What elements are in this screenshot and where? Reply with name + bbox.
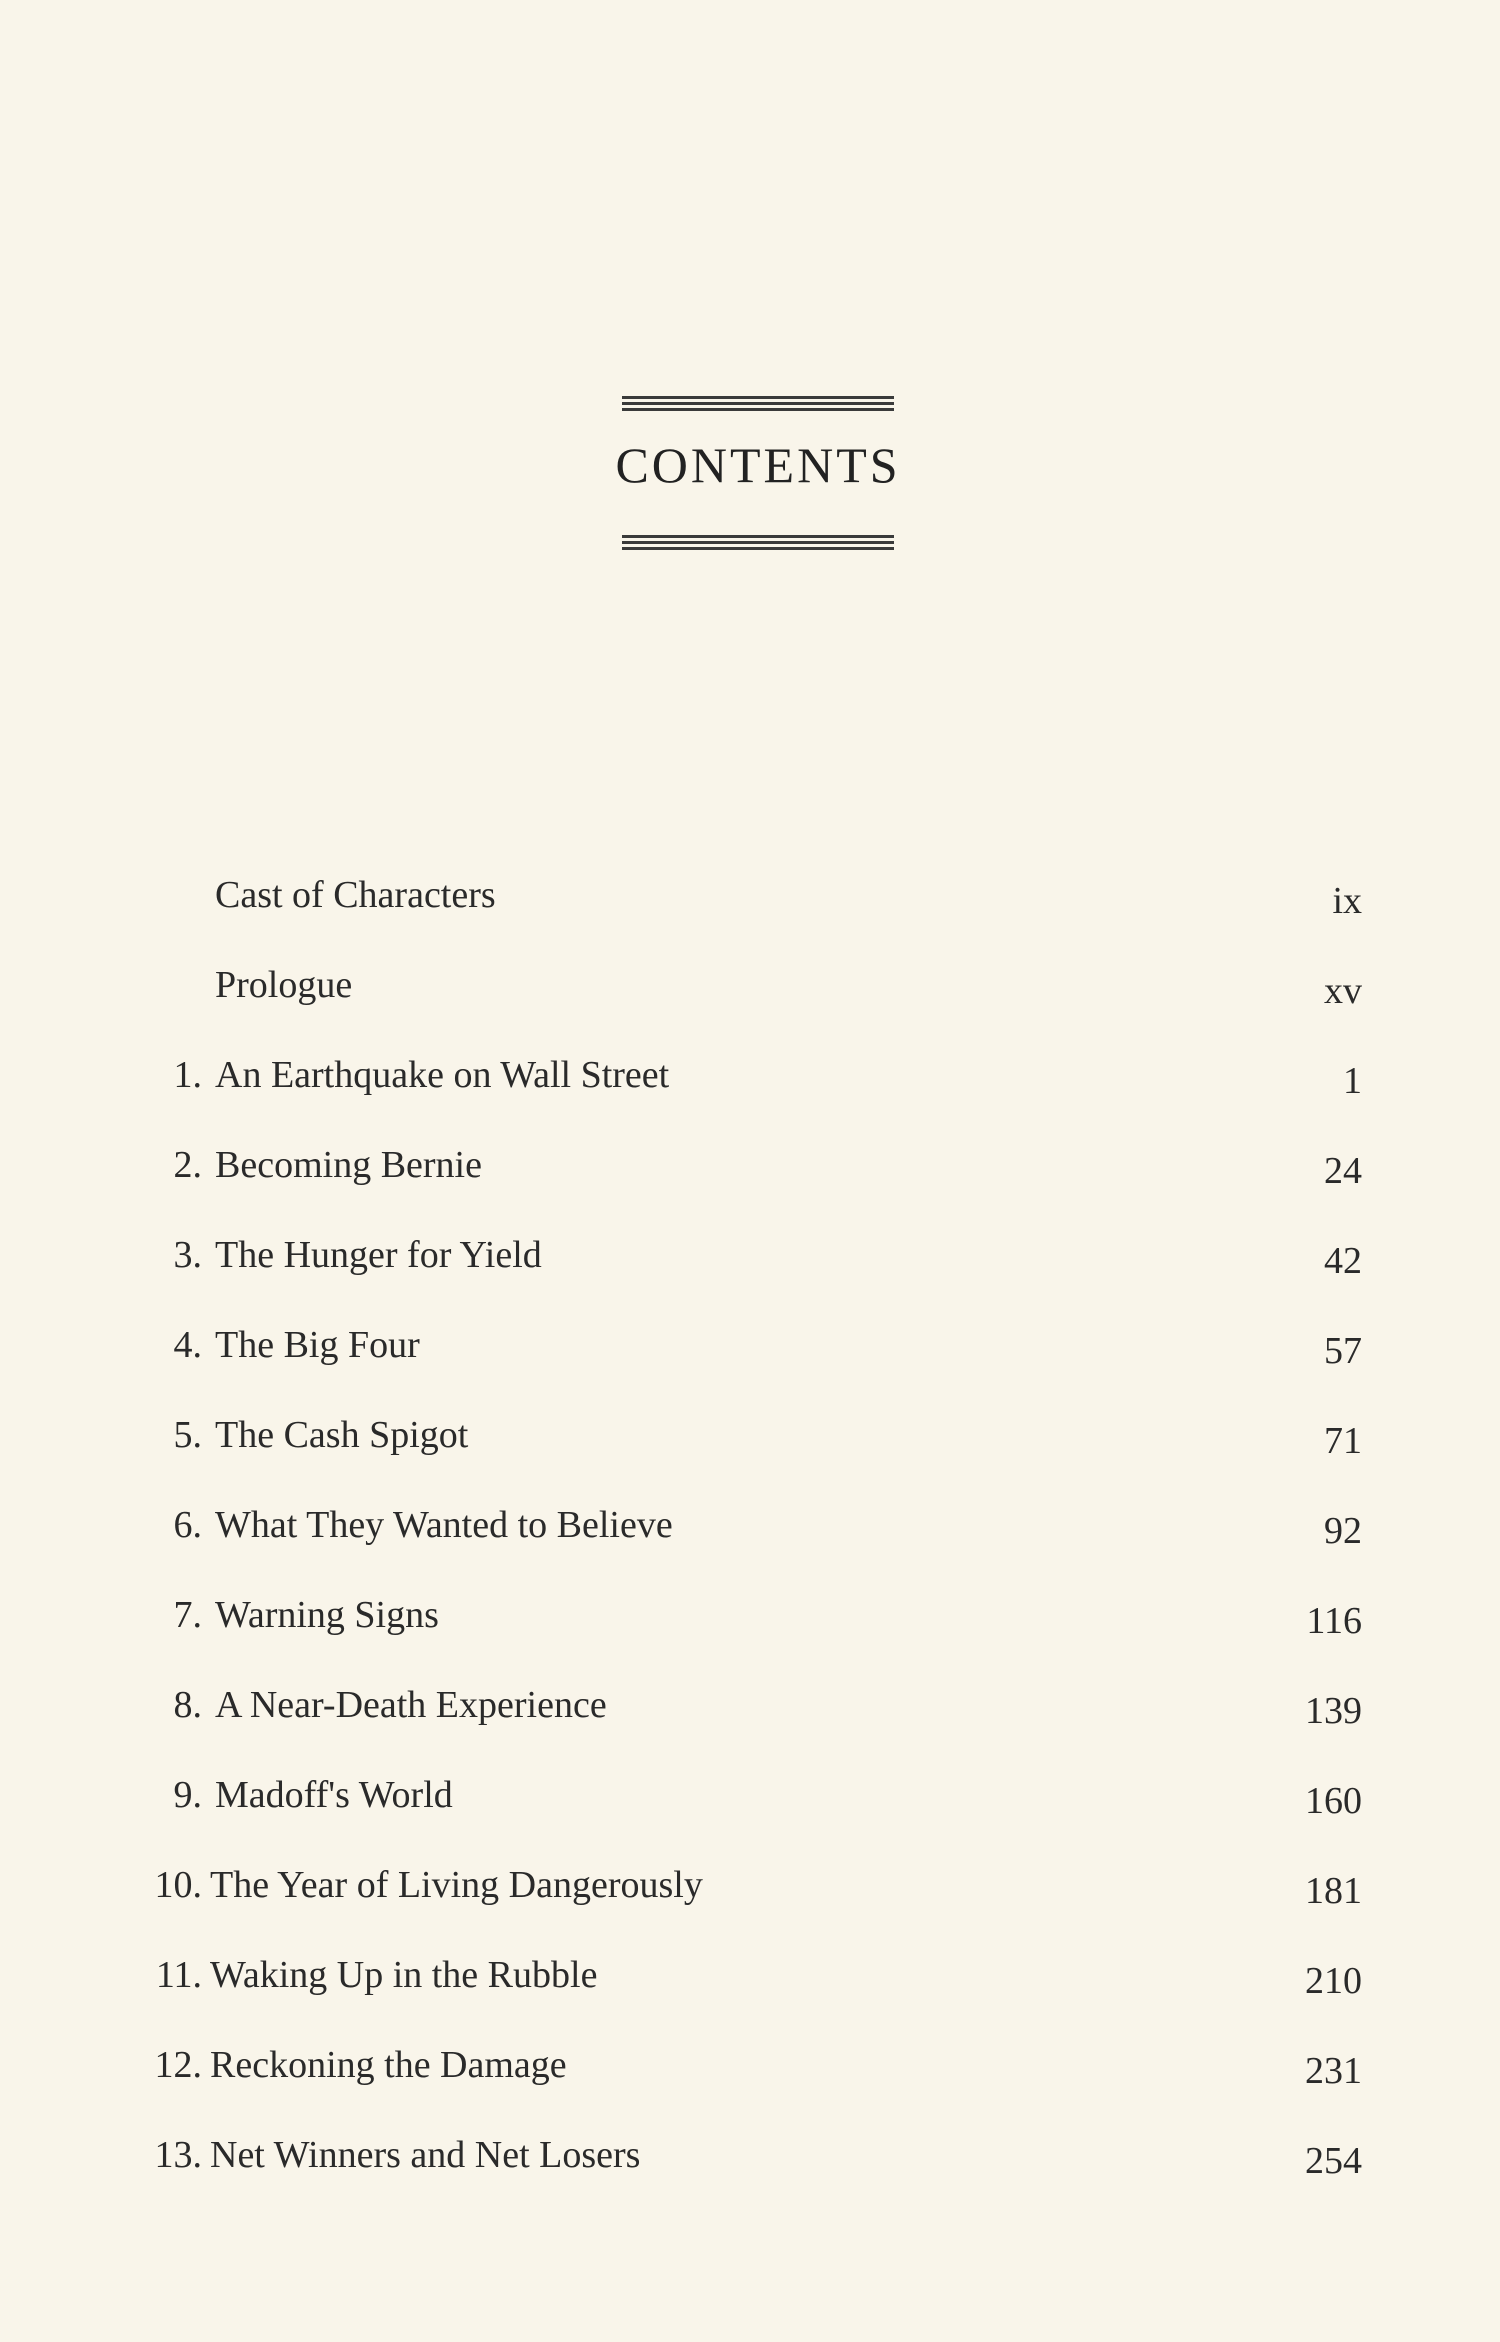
entry-page-number: 116	[1306, 1600, 1362, 1642]
entry-title: What They Wanted to Believe	[215, 1504, 673, 1546]
toc-entry	[0, 1236, 1500, 1296]
entry-number: 5.	[173, 1414, 202, 1456]
entry-title: The Big Four	[215, 1324, 420, 1366]
entry-number: 13.	[154, 2134, 202, 2176]
entry-title: Becoming Bernie	[215, 1144, 482, 1186]
entry-number: 10.	[154, 1864, 202, 1906]
entry-title: The Hunger for Yield	[215, 1234, 542, 1276]
toc-entry	[0, 1686, 1500, 1746]
entry-page-number: 139	[1305, 1690, 1362, 1732]
toc-entry	[0, 1146, 1500, 1206]
entry-number: 11.	[155, 1954, 202, 1996]
entry-number: 1.	[173, 1054, 202, 1096]
toc-entry	[0, 1506, 1500, 1566]
toc-entry	[0, 1776, 1500, 1836]
entry-page-number: 71	[1324, 1420, 1362, 1462]
entry-title: Warning Signs	[215, 1594, 439, 1636]
toc-entry	[0, 2046, 1500, 2106]
entry-page-number: ix	[1332, 880, 1362, 922]
entry-page-number: 210	[1305, 1960, 1362, 2002]
entry-number: 2.	[173, 1144, 202, 1186]
entry-number: 3.	[173, 1234, 202, 1276]
entry-page-number: 92	[1324, 1510, 1362, 1552]
entry-page-number: 57	[1324, 1330, 1362, 1372]
entry-number: 4.	[173, 1324, 202, 1366]
entry-page-number: 254	[1305, 2140, 1362, 2182]
toc-entry	[0, 2136, 1500, 2196]
toc-entry	[0, 1866, 1500, 1926]
entry-page-number: 24	[1324, 1150, 1362, 1192]
entry-title: Prologue	[215, 964, 353, 1006]
entry-title: Madoff's World	[215, 1774, 453, 1816]
entry-title: Reckoning the Damage	[210, 2044, 567, 2086]
entry-page-number: 181	[1305, 1870, 1362, 1912]
entry-number: 8.	[173, 1684, 202, 1726]
entry-page-number: 1	[1343, 1060, 1362, 1102]
entry-title: Cast of Characters	[215, 874, 496, 916]
toc-entry	[0, 966, 1500, 1026]
entry-title: Waking Up in the Rubble	[210, 1954, 598, 1996]
page-title: CONTENTS	[615, 437, 901, 493]
entry-page-number: xv	[1324, 970, 1362, 1012]
toc-entry	[0, 1056, 1500, 1116]
entry-title: A Near-Death Experience	[215, 1684, 607, 1726]
toc-entry	[0, 1326, 1500, 1386]
entry-number: 12.	[154, 2044, 202, 2086]
toc-entry	[0, 1956, 1500, 2016]
heading-top-rule	[622, 396, 894, 411]
entry-title: The Cash Spigot	[215, 1414, 469, 1456]
toc-entry	[0, 1596, 1500, 1656]
heading-bottom-rule	[622, 535, 894, 550]
entry-page-number: 42	[1324, 1240, 1362, 1282]
entry-page-number: 231	[1305, 2050, 1362, 2092]
entry-number: 7.	[173, 1594, 202, 1636]
entry-number: 6.	[173, 1504, 202, 1546]
entry-page-number: 160	[1305, 1780, 1362, 1822]
entry-title: The Year of Living Dangerously	[210, 1864, 703, 1906]
entry-title: Net Winners and Net Losers	[210, 2134, 641, 2176]
entry-number: 9.	[173, 1774, 202, 1816]
entry-title: An Earthquake on Wall Street	[215, 1054, 670, 1096]
toc-entry	[0, 876, 1500, 936]
toc-entry	[0, 1416, 1500, 1476]
